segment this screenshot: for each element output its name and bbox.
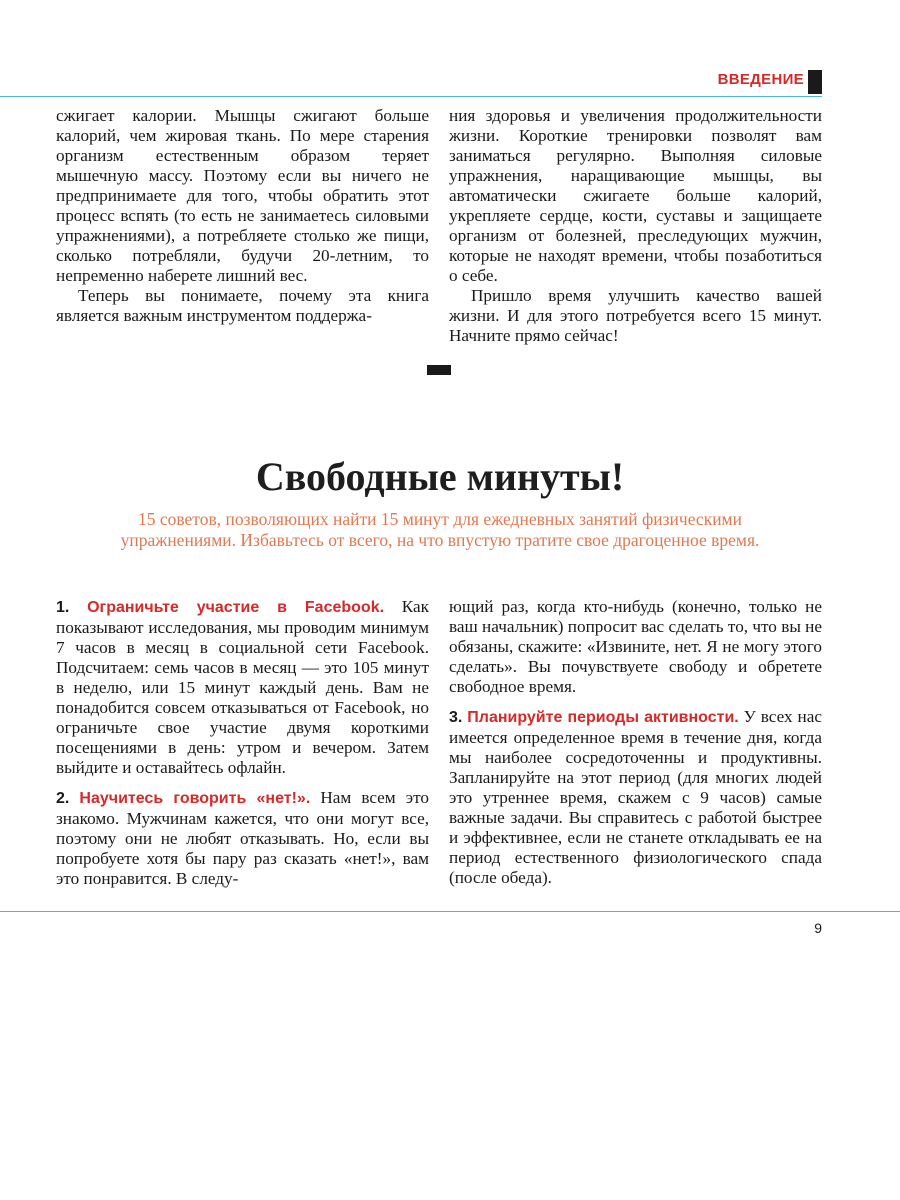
section-title: Свободные минуты! [255, 454, 625, 499]
intro-paragraph: сжигает калории. Мышцы сжигают больше калорий, чем жировая ткань. По мере старения организм естественным образом теряет мышечную массу. Поэтому если вы ничего не предпринимаете для того, чтобы обратить этот процесс вспять (то есть не занимаетесь силовыми упражнениями), а потребляете столько же пищи, сколько потребляли, будучи 20-летним, то непременно наберете лишний вес. [56, 106, 429, 285]
section-divider [427, 365, 451, 375]
intro-column-right [449, 106, 822, 346]
tip-text: У всех нас имеется определенное время в течение дня, когда мы наиболее сосредоточенны и продуктивны. Запланируйте на этот период (для многих людей это утреннее время, скажем с 9 часов) самые важные задачи. Вы справитесь с работой быстрее и эффективнее, если не станете откладывать ее на период естественного физиологического спада (после обеда). [449, 707, 823, 887]
tip-number: 1. [56, 599, 70, 616]
tip-title: Научитесь говорить «нет!». [79, 790, 311, 807]
intro-column-left [56, 106, 429, 326]
tip-title: Планируйте периоды активности. [467, 709, 739, 726]
intro-paragraph: Пришло время улучшить качество вашей жизни. И для этого потребуется всего 15 минут. Начните прямо сейчас! [449, 286, 822, 345]
tip-number: 3. [449, 709, 463, 726]
tip-text: Нам всем это знакомо. Мужчинам кажется, что они могут все, поэтому они не любят отказывать. Но, если вы попробуете хотя бы пару раз сказать «нет!», вам это понравится. В следу- [56, 788, 430, 888]
intro-paragraph: ния здоровья и увеличения продолжительности жизни. Короткие тренировки позволят вам заниматься регулярно. Выполняя силовые упражнения, наращивающие мышцы, вы автоматически сжигаете больше калорий, укрепляете сердце, кости, суставы и защищаете организм от болезней, преследующих мужчин, которые не находят времени, чтобы позаботиться о себе. [449, 106, 822, 285]
footer-rule [0, 911, 900, 912]
intro-paragraph: Теперь вы понимаете, почему эта книга является важным инструментом поддержа- [56, 286, 429, 325]
tip-number: 2. [56, 790, 70, 807]
tips-column-right [449, 597, 822, 888]
tip-text: Как показывают исследования, мы проводим минимум 7 часов в месяц в социальной сети Facebook. Подсчитаем: семь часов в месяц — это 105 минут в неделю, или 15 минут каждый день. Вам не понадобится совсем отказываться от Facebook, но ограничьте свое участие двумя короткими посещениями в день: утром и вечером. Затем выйдите и оставайтесь офлайн. [56, 597, 430, 777]
tips-column-left [56, 597, 429, 889]
section-subtitle: 15 советов, позволяющих найти 15 минут для ежедневных занятий физическими упражнениями. Избавьтесь от всего, на что впустую тратите свое драгоценное время. [120, 509, 760, 550]
tip-item [56, 597, 429, 778]
page-number: 9 [814, 920, 822, 936]
tip-item [449, 707, 822, 888]
section-marker [808, 70, 822, 94]
tip-title: Ограничьте участие в Facebook. [87, 599, 385, 616]
tip-continuation: ющий раз, когда кто-нибудь (конечно, только не ваш начальник) попросит вас сделать то, что вы не обязаны, скажите: «Извините, нет. Я не могу этого сделать». Вы почувствуете свободу и обретете свободное время. [449, 597, 822, 696]
tip-item [56, 788, 429, 889]
section-label: ВВЕДЕНИЕ [717, 71, 804, 88]
header-rule [0, 96, 822, 97]
